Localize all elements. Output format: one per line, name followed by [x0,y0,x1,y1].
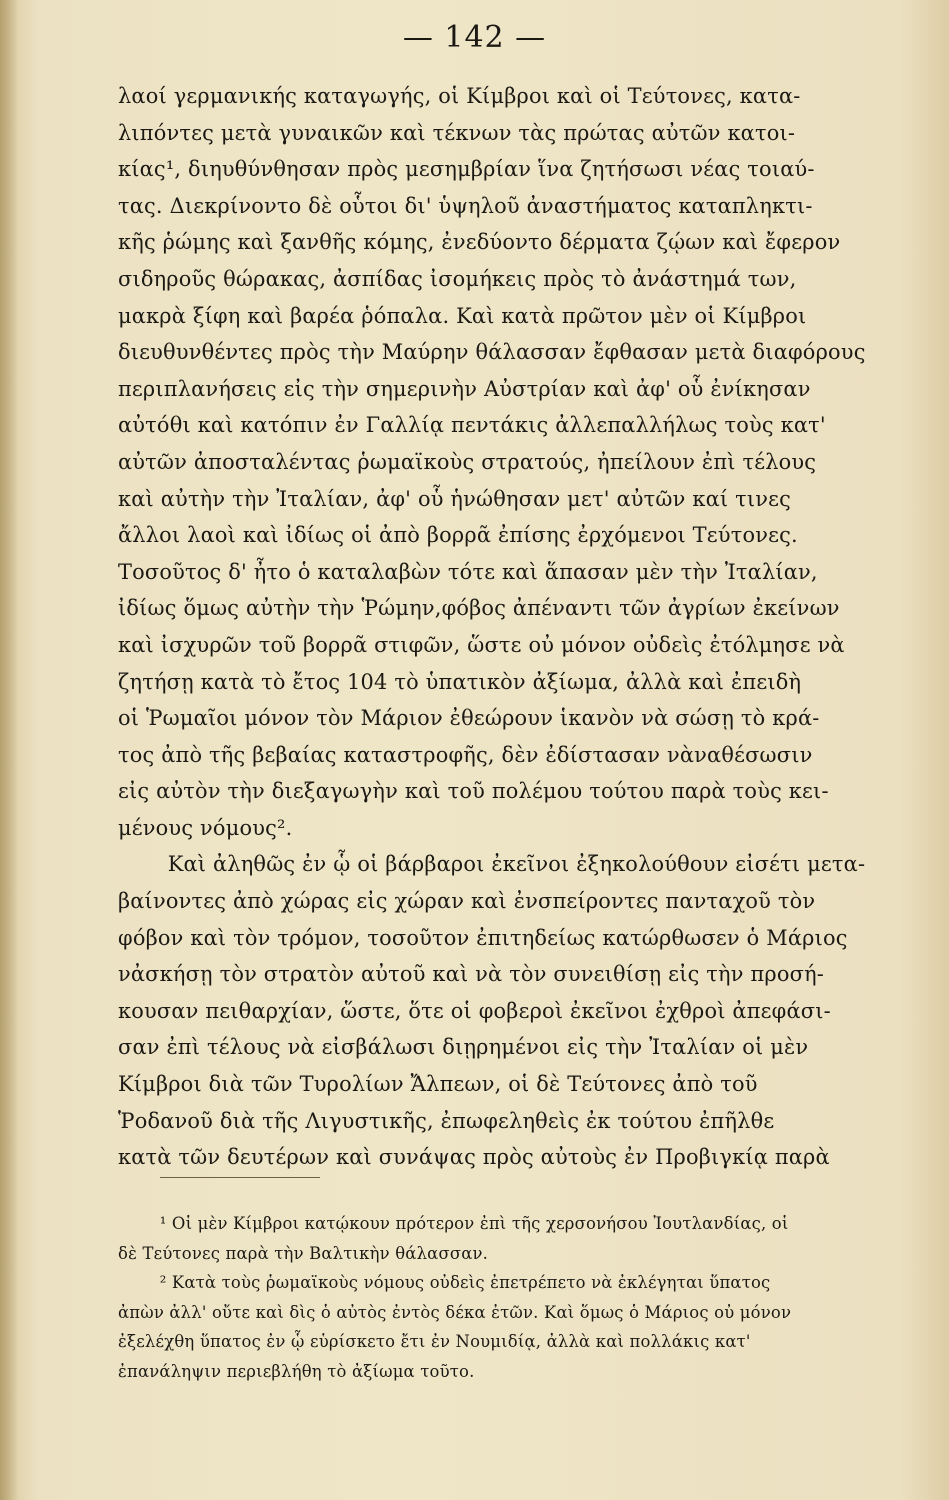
body-line: ἄλλοι λαοὶ καὶ ἰδίως οἱ ἀπὸ βορρᾶ ἐπίσης ἐρχόμενοι Τεύτονες. [118,523,798,548]
footnote-line: ἐξελέχθη ὕπατος ἐν ᾧ εὑρίσκετο ἔτι ἐν Νουμιδίᾳ, ἀλλὰ καὶ πολλάκις κατ' [118,1332,751,1351]
body-line: Τοσοῦτος δ' ἦτο ὁ καταλαβὼν τότε καὶ ἅπασαν μὲν τὴν Ἰταλίαν, [118,559,818,584]
body-line: κατὰ τῶν δευτέρων καὶ συνάψας πρὸς αὐτοὺς ἐν Προβιγκίᾳ παρὰ [118,1145,830,1170]
body-line: ζητήσῃ κατὰ τὸ ἔτος 104 τὸ ὑπατικὸν ἀξίωμα, ἀλλὰ καὶ ἐπειδὴ [118,669,802,694]
body-line: καὶ αὐτὴν τὴν Ἰταλίαν, ἀφ' οὗ ἡνώθησαν μετ' αὐτῶν καί τινες [118,486,792,511]
body-line: φόβον καὶ τὸν τρόμον, τοσοῦτον ἐπιτηδείως κατώρθωσεν ὁ Μάριος [118,925,848,950]
body-line: μένους νόμους². [118,815,293,840]
body-line: κίας¹, διηυθύνθησαν πρὸς μεσημβρίαν ἵνα ζητήσωσι νέας τοιαύ- [118,157,815,182]
body-line: Καὶ ἀληθῶς ἐν ᾧ οἱ βάρβαροι ἐκεῖνοι ἐξηκολούθουν εἰσέτι μετα- [167,852,866,877]
page-edge-shadow [0,0,18,1500]
footnotes [118,1209,938,1386]
body-line: σιδηροῦς θώρακας, ἀσπίδας ἰσομήκεις πρὸς τὸ ἀνάστημά των, [118,266,797,291]
body-line: κουσαν πειθαρχίαν, ὥστε, ὅτε οἱ φοβεροὶ ἐκεῖνοι ἐχθροὶ ἀπεφάσι- [118,998,831,1023]
footnote-line: ἐπανάληψιν περιεβλήθη τὸ ἀξίωμα τοῦτο. [118,1361,475,1381]
body-line: λιπόντες μετὰ γυναικῶν καὶ τέκνων τὰς πρώτας αὐτῶν κατοι- [118,120,796,145]
footnote-line: ² Κατὰ τοὺς ῥωμαϊκοὺς νόμους οὐδεὶς ἐπετρέπετο νὰ ἐκλέγηται ὕπατος [159,1273,771,1292]
body-line: νἀσκήσῃ τὸν στρατὸν αὐτοῦ καὶ νὰ τὸν συνειθίσῃ εἰς τὴν προσή- [118,962,825,987]
body-line: Ῥοδανοῦ διὰ τῆς Λιγυστικῆς, ἐπωφεληθεὶς ἐκ τούτου ἐπῆλθε [118,1108,775,1133]
body-line: αὐτῶν ἀποσταλέντας ῥωμαϊκοὺς στρατούς, ἠπείλουν ἐπὶ τέλους [118,449,817,474]
body-line: διευθυνθέντες πρὸς τὴν Μαύρην θάλασσαν ἔφθασαν μετὰ διαφόρους [118,340,866,365]
body-line: βαίνοντες ἀπὸ χώρας εἰς χώραν καὶ ἐνσπείροντες πανταχοῦ τὸν [118,889,816,914]
body-line: Κίμβροι διὰ τῶν Τυρολίων Ἄλπεων, οἱ δὲ Τεύτονες ἀπὸ τοῦ [118,1072,758,1097]
footnote-divider [160,1177,320,1178]
body-line: αὐτόθι καὶ κατόπιν ἐν Γαλλίᾳ πεντάκις ἀλλεπαλλήλως τοὺς κατ' [118,413,826,438]
body-line: οἱ Ῥωμαῖοι μόνον τὸν Μάριον ἐθεώρουν ἱκανὸν νὰ σώσῃ τὸ κρά- [118,706,820,731]
footnote-line: ¹ Οἱ μὲν Κίμβροι κατῴκουν πρότερον ἐπὶ τῆς χερσονήσου Ἰουτλανδίας, οἱ [159,1214,789,1233]
body-text [118,78,938,1176]
body-line: καὶ ἰσχυρῶν τοῦ βορρᾶ στιφῶν, ὥστε οὐ μόνον οὐδεὶς ἐτόλμησε νὰ [118,632,845,657]
body-line: μακρὰ ξίφη καὶ βαρέα ῥόπαλα. Καὶ κατὰ πρῶτον μὲν οἱ Κίμβροι [118,303,807,328]
footnote-line: δὲ Τεύτονες παρὰ τὴν Βαλτικὴν θάλασσαν. [118,1243,489,1263]
page-number: — 142 — [402,20,547,55]
footnote-line: ἀπὼν ἀλλ' οὔτε καὶ δὶς ὁ αὐτὸς ἐντὸς δέκα ἐτῶν. Καὶ ὅμως ὁ Μάριος οὐ μόνον [118,1302,792,1322]
body-line: τος ἀπὸ τῆς βεβαίας καταστροφῆς, δὲν ἐδίστασαν νὰναθέσωσιν [118,742,813,767]
body-line: κῆς ῥώμης καὶ ξανθῆς κόμης, ἐνεδύοντο δέρματα ζῴων καὶ ἔφερον [118,230,841,255]
body-line: σαν ἐπὶ τέλους νὰ εἰσβάλωσι διῃρημένοι εἰς τὴν Ἰταλίαν οἱ μὲν [118,1035,809,1060]
body-line: περιπλανήσεις εἰς τὴν σημερινὴν Αὐστρίαν καὶ ἀφ' οὗ ἐνίκησαν [118,376,811,401]
body-line: λαοί γερμανικής καταγωγής, οἱ Κίμβροι καὶ οἱ Τεύτονες, κατα- [118,84,801,108]
body-line: τας. Διεκρίνοντο δὲ οὗτοι δι' ὑψηλοῦ ἀναστήματος καταπληκτι- [118,193,813,218]
body-line: εἰς αὐτὸν τὴν διεξαγωγὴν καὶ τοῦ πολέμου τούτου παρὰ τοὺς κει- [118,779,829,804]
body-line: ἰδίως ὅμως αὐτὴν τὴν Ῥώμην,φόβος ἀπέναντι τῶν ἀγρίων ἐκείνων [118,596,840,621]
